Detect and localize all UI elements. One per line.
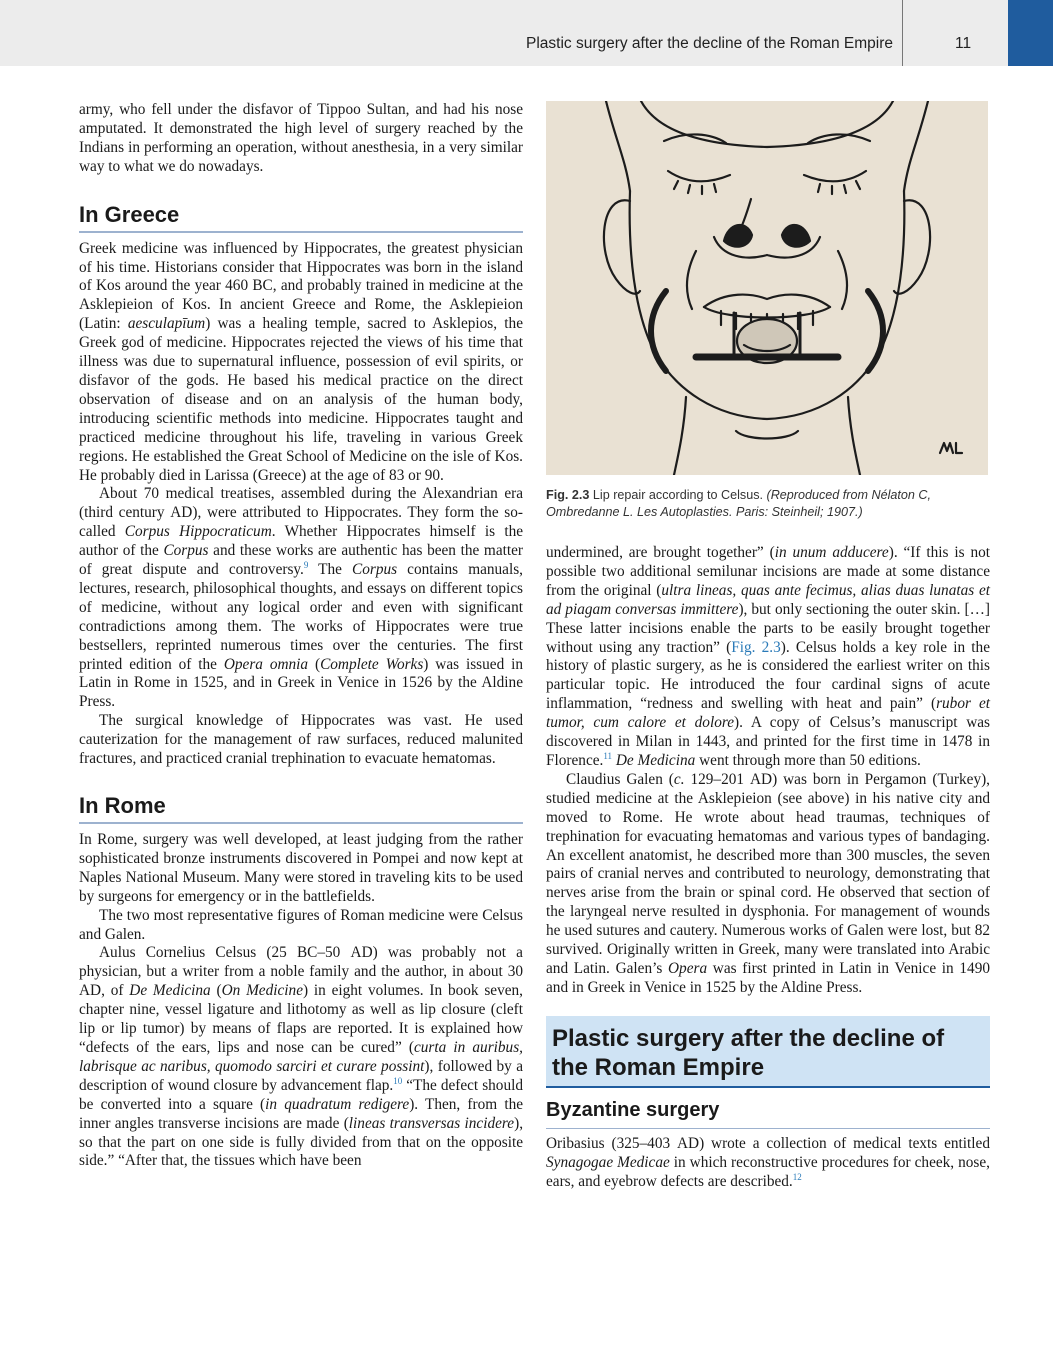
heading-in-rome: In Rome: [79, 793, 523, 824]
left-column: [79, 101, 523, 1171]
right-column: [546, 101, 990, 1191]
figure-2-3-link[interactable]: Fig. 2.3: [731, 638, 781, 656]
face-illustration: [546, 101, 988, 475]
header-divider: [902, 0, 903, 66]
rome-paragraph-2: The two most representative figures of Roman medicine were Celsus and Galen.: [79, 906, 523, 943]
section-title: Plastic surgery after the decline of the Roman Empire: [552, 1024, 945, 1081]
reference-12-link[interactable]: 12: [792, 1171, 802, 1182]
figure-lip-repair: [546, 101, 988, 475]
reference-10-link[interactable]: 10: [393, 1075, 403, 1086]
celsus-paragraph: undermined, are brought together” (in unum adducere). “If this is not possible two additional semilunar incisions are made at some distance from the original (ultra lineas, quas ante fecimus, alias duas lunatas et ad piagam conversas immittere), but only sectioning the outer skin. […] These latter incisions enable the parts to be easily brought together without using any traction” (Fig. 2.3). Celsus holds a key role in the history of plastic surgery, as he is considered the earliest writer on this particular topic. He introduced the four cardinal signs of acute inflammation, “redness and swelling with heat and pain” (rubor et tumor, cum calore et dolore). A copy of Celsus’s manuscript was discovered in Milan in 1443, and printed for the first time in 1478 in Florence.$^{11}$ De Medicina went through more than 50 editions.: [546, 544, 991, 769]
reference-11-link[interactable]: 11: [603, 750, 613, 761]
running-title: Plastic surgery after the decline of the Roman Empire: [525, 35, 893, 52]
rome-paragraph-1: In Rome, surgery was well developed, at least judging from the rather sophisticated bronze instruments discovered in Pompei and now kept at Naples National Museum. Many were stored in traveling kits to be used by surgeons for emergency or in the battlefields.: [79, 831, 523, 905]
figure-caption: Fig. 2.3 Lip repair according to Celsus. (Reproduced from Nélaton C, Ombredanne L. Les Autoplasties. Paris: Steinheil; 1907.): [546, 488, 931, 519]
byzantine-paragraph: Oribasius (325–403 AD) wrote a collection of medical texts entitled Synagogae Medicae in which reconstructive procedures for cheek, nose, ears, and eyebrow defects are described.$^{12}$: [546, 1134, 990, 1190]
running-header: [0, 0, 1053, 66]
section-heading-box: [546, 1016, 990, 1088]
page-number: 11: [955, 35, 972, 52]
intro-paragraph: army, who fell under the disfavor of Tippoo Sultan, and had his nose amputated. It demonstrated the high level of surgery reached by the Indians in performing an operation, without anesthesia, in a very similar way to what we do nowadays.: [79, 101, 523, 175]
reference-9-link[interactable]: 9: [303, 559, 309, 570]
chapter-tab: [1008, 0, 1053, 66]
heading-byzantine-surgery: Byzantine surgery: [546, 1098, 990, 1129]
greece-paragraph-1: Greek medicine was influenced by Hippocrates, the greatest physician of his time. Historians consider that Hippocrates was born in the island of Kos around the year 460 BC, and probably trained in medicine at the Asklepieion of Kos. In ancient Greece and Rome, the Asklepieion (Latin: aesculapīum) was a healing temple, sacred to Asklepios, the Greek god of medicine. Hippocrates rejected the views of his time that illness was due to supernatural influence, possession of evil spirits, or disfavor of the gods. He based his medical practice on the direct observation of disease and on an analysis of the human body, introducing scientific methods into medicine. Hippocrates taught and practiced medicine throughout his life, traveling in various Greek regions. He established the Great School of Medicine on the isle of Kos. He probably died in Larissa (Greece) at the age of 83 or 90.: [79, 239, 523, 484]
greece-paragraph-2: About 70 medical treatises, assembled during the Alexandrian era (third century AD), were attributed to Hippocrates. They form the so-called Corpus Hippocraticum. Whether Hippocrates himself is the author of the Corpus and these works are authentic has been the matter of great dispute and controversy.$^9$ The Corpus contains manuals, lectures, research, philosophical thoughts, and essays on different topics of medicine, without any logical order and even with significant contradictions among them. The works of Hippocrates were true bestsellers, reprinted numerous times over the centuries. The first printed edition of the Opera omnia (Complete Works) was issued in Latin in Rome in 1525, and in Greek in Venice in 1526 by the Aldine Press.: [79, 485, 524, 711]
rome-paragraph-3: Aulus Cornelius Celsus (25 BC–50 AD) was probably not a physician, but a writer from a noble family and the author, in about 30 AD, of De Medicina (On Medicine) in eight volumes. In book seven, chapter nine, vessel ligature and lithotomy as well as lip closure (cleft lip or lip tumor) by means of flaps are reported. It is explained how “defects of the ears, lips and nose can be cured” (curta in auribus, labrisque ac naribus, quomodo sarciri et curare possint), followed by a description of wound closure by advancement flap.$^{10}$ “The defect should be converted into a square (in quadratum redigere). Then, from the inner angles transverse incisions are made (lineas transversas incidere), so that the part on one side is fully divided from that on the opposite side.” “After that, the tissues which have been: [79, 944, 524, 1170]
heading-in-greece: In Greece: [79, 202, 523, 233]
galen-paragraph: Claudius Galen (c. 129–201 AD) was born in Pergamon (Turkey), studied medicine at the Asklepieion (see above) in his native city and moved to Rome. He wrote about head traumas, techniques of trephination for evacuating hematomas and various types of bandaging. An excellent anatomist, he described more than 300 muscles, the seven pairs of cranial nerves and contributed to neurology, demonstrating that nerves arise from the brain or spinal cord. He observed that section of the laryngeal nerve resulted in dysphonia. For management of wounds he used sutures and cautery. Numerous works of Galen were lost, but 82 survived. Originally written in Greek, many were translated into Arabic and Latin. Galen’s Opera was first printed in Latin in Venice in 1490 and in Greek in Venice in 1525 by the Aldine Press.: [546, 770, 991, 996]
greece-paragraph-3: The surgical knowledge of Hippocrates was vast. He used cauterization for the management of raw surfaces, reduced malunited fractures, and practiced cranial trephination to evacuate hematomas.: [79, 712, 523, 768]
